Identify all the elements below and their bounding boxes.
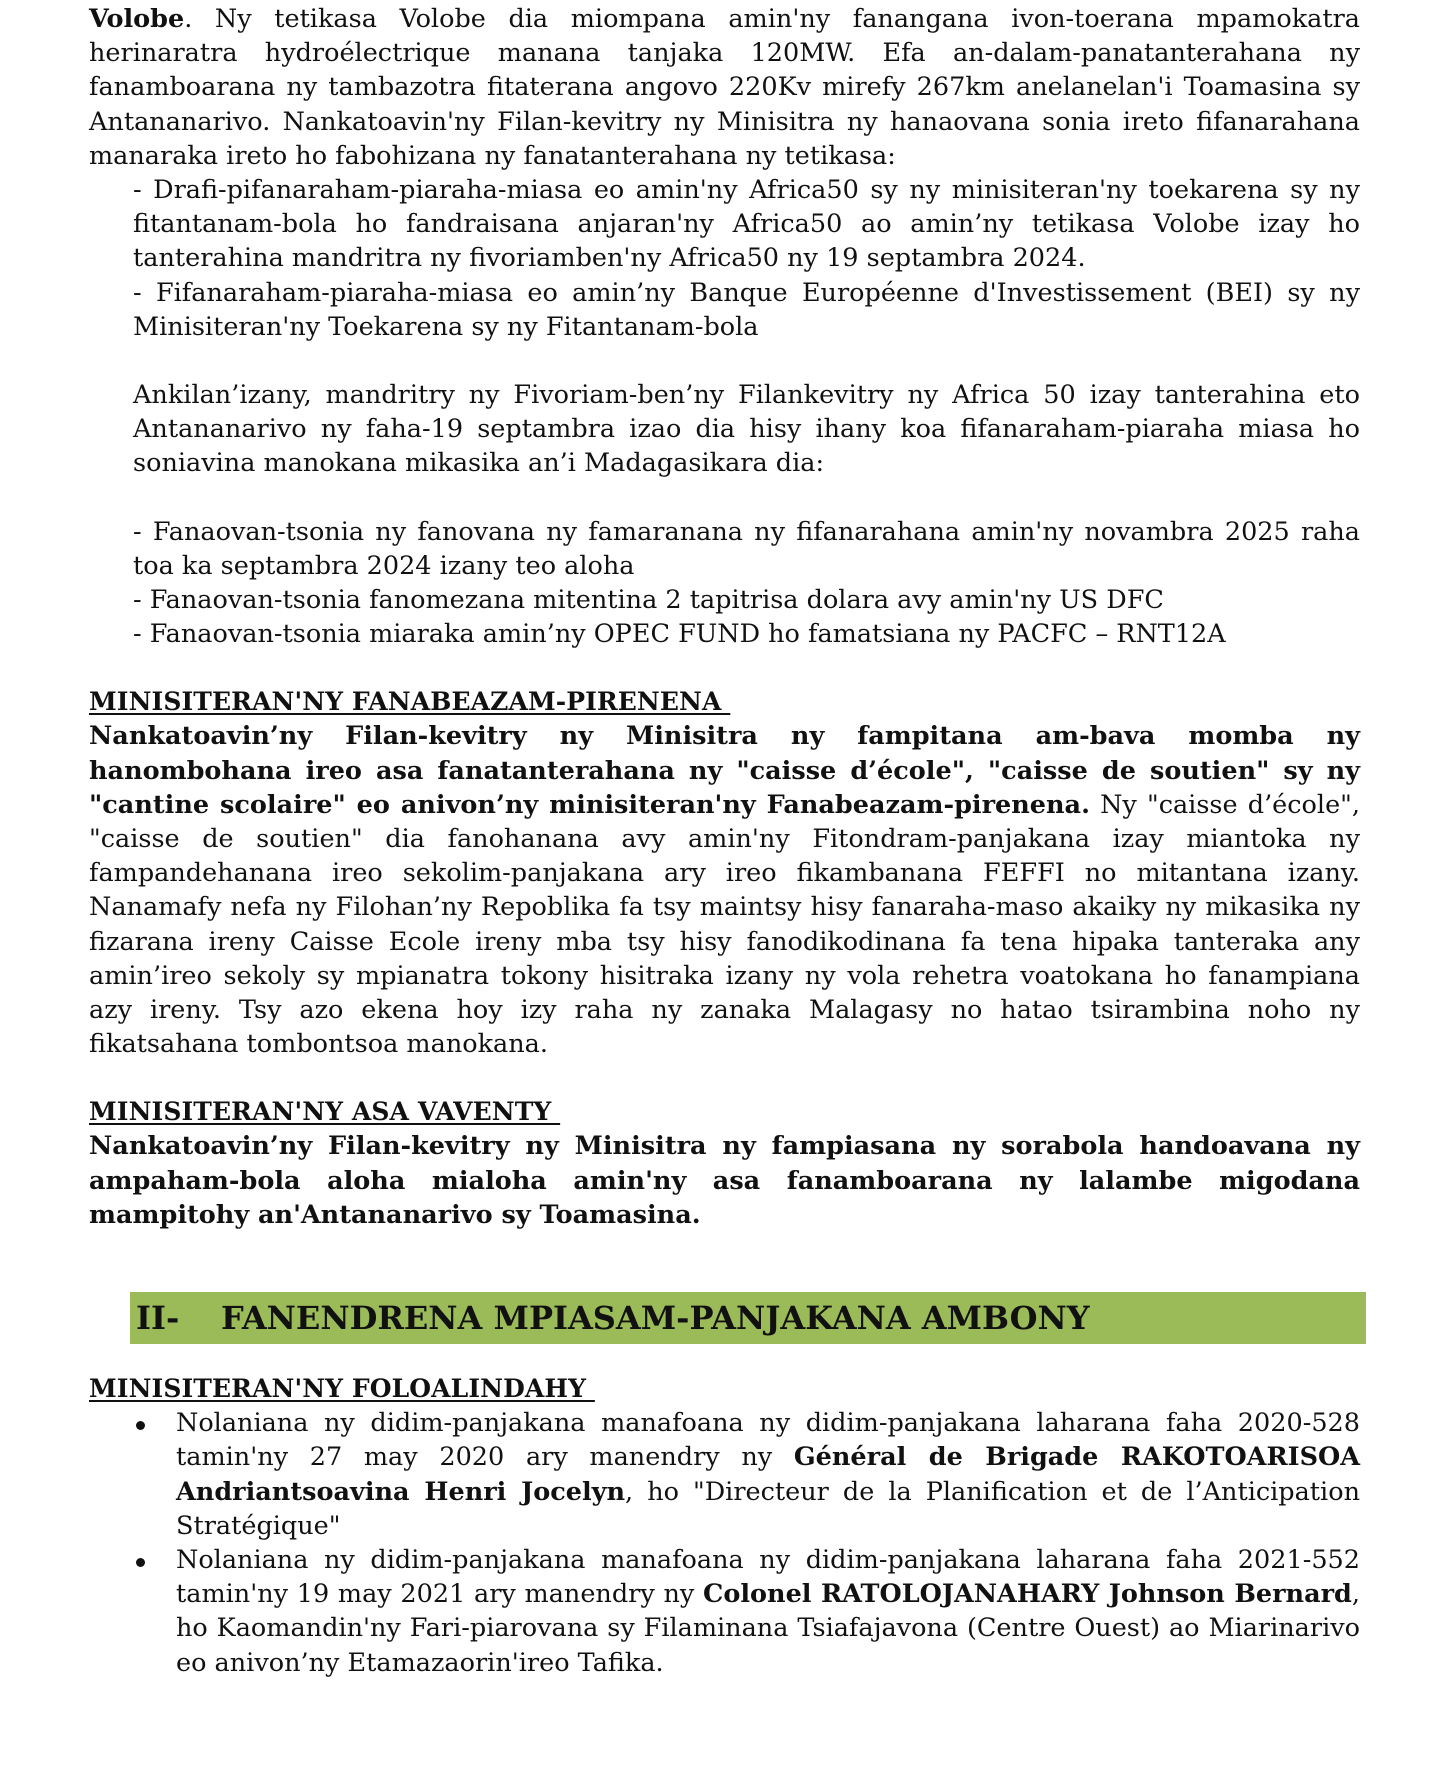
bullet-icon (136, 1421, 145, 1430)
education-paragraph (89, 719, 1360, 1061)
appointment-text-a: Nolaniana ny didim-panjakana manafoana ny didim-panjakana laharana faha 2020-528 tamin'ny 27 may 2020 ary manendry ny (176, 1408, 1360, 1473)
volobe-paragraph (89, 2, 1360, 173)
education-text: Ny "caisse d’école", "caisse de soutien" dia fanohanana avy amin'ny Fitondram-panjakana izay miantoka ny fampandehanana ireo sekolim-panjakana ary ireo fikambanana FEFFI no mitantana izany. Nanamafy nefa ny Filohan’ny Repoblika fa tsy maintsy hisy fanaraha-maso akaiky ny mikasika ny fizarana ireny Caisse Ecole ireny mba tsy hisy fanodikodinana fa tena hipaka tanteraka any amin’ireo sekoly sy mpianatra tokony hisitraka izany ny vola rehetra voatokana ho fanampiana azy ireny. Tsy azo ekena hoy izy raha ny zanaka Malagasy no hatao tsirambina noho ny fikatsahana tombontsoa manokana. (89, 789, 1360, 1060)
bullet-icon (136, 1558, 145, 1567)
section-number: II- (136, 1299, 180, 1338)
transport-heading: MINISITERAN'NY ASA VAVENTY (89, 1097, 561, 1127)
africa50-item-2: - Fanaovan-tsonia fanomezana mitentina 2 tapitrisa dolara avy amin'ny US DFC (133, 585, 1164, 616)
appointment-list (89, 1406, 1360, 1680)
africa50-item-3: - Fanaovan-tsonia miaraka amin’ny OPEC FUND ho famatsiana ny PACFC – RNT12A (133, 619, 1226, 650)
education-bold-text: Nankatoavin’ny Filan-kevitry ny Minisitra ny fampitana am-bava momba ny hanombohana ireo asa fanatanterahana ny "caisse d’école", "caisse de soutien" sy ny "cantine scolaire" eo anivon’ny minisiteran'ny Fanabeazam-pirenena. (89, 721, 1360, 820)
list-item (176, 1543, 1360, 1680)
africa50-paragraph: Ankilan’izany, mandritry ny Fivoriam-ben’ny Filankevitry ny Africa 50 izay tanterahina eto Antananarivo ny faha-19 septambra izao dia hisy ihany koa fifanaraham-piaraha miasa ho soniavina manokana mikasika an’i Madagasikara dia: (133, 380, 1360, 479)
transport-paragraph: Nankatoavin’ny Filan-kevitry ny Minisitra ny fampiasana ny sorabola handoavana ny ampaham-bola aloha mialoha amin'ny asa fanamboarana ny lalambe migodana mampitohy an'Antananarivo sy Toamasina. (89, 1131, 1360, 1230)
defense-heading: MINISITERAN'NY FOLOALINDAHY (89, 1374, 595, 1404)
appointment-text-c: , ho "Directeur de la Planification et de l’Anticipation Stratégique" (176, 1476, 1360, 1541)
volobe-bold-start: Volobe (89, 4, 185, 34)
africa50-item-1: - Fanaovan-tsonia ny fanovana ny famaranana ny fifanarahana amin'ny novambra 2025 raha toa ka septambra 2024 izany teo aloha (133, 516, 1360, 581)
education-heading: MINISITERAN'NY FANABEAZAM-PIRENENA (89, 687, 731, 717)
appointment-text-a: Nolaniana ny didim-panjakana manafoana ny didim-panjakana laharana faha 2021-552 tamin'ny 19 may 2021 ary manendry ny (176, 1544, 1360, 1610)
list-item (176, 1406, 1360, 1543)
appointment-text-c: , ho Kaomandin'ny Fari-piarovana sy Filaminana Tsiafajavona (Centre Ouest) ao Miarinarivo eo anivon’ny Etamazaorin'ireo Tafika. (176, 1579, 1360, 1678)
agreement-item-2: - Fifanaraham-piaraha-miasa eo amin’ny Banque Européenne d'Investissement (BEI) sy ny Minisiteran'ny Toekarena sy ny Fitantanam-bola (133, 277, 1360, 342)
appointee-name: Général de Brigade RAKOTOARISOA Andriantsoavina Henri Jocelyn (176, 1442, 1360, 1507)
volobe-text: . Ny tetikasa Volobe dia miompana amin'ny fanangana ivon-toerana mpamokatra herinaratra hydroélectrique manana tanjaka 120MW. Efa an-dalam-panatanterahana ny fanamboarana ny tambazotra fitaterana angovo 220Kv mirefy 267km anelanelan'i Toamasina sy Antananarivo. Nankatoavin'ny Filan-kevitry ny Minisitra ny hanaovana sonia ireto fifanarahana manaraka ireto ho fabohizana ny fanatanterahana ny tetikasa: (89, 4, 1360, 171)
agreement-item-1: - Drafi-pifanaraham-piaraha-miasa eo amin'ny Africa50 sy ny minisiteran'ny toekarena sy ny fitantanam-bola ho fandraisana anjaran'ny Africa50 ao amin’ny tetikasa Volobe izay ho tanterahina mandritra ny fivoriamben'ny Africa50 ny 19 septambra 2024. (133, 175, 1360, 274)
appointee-name: Colonel RATOLOJANAHARY Johnson Bernard (703, 1579, 1352, 1610)
section-title: FANENDRENA MPIASAM-PANJAKANA AMBONY (221, 1299, 1090, 1338)
section-header-bar (130, 1292, 1366, 1344)
